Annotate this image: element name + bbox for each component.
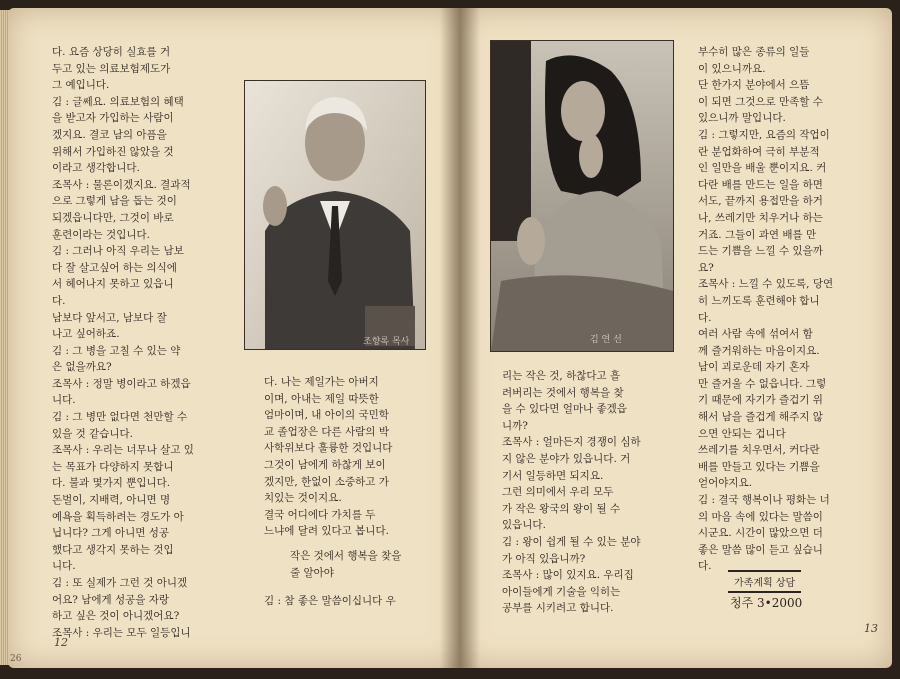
text-line: 느냐에 달려 있다고 봅니다. — [264, 525, 389, 538]
left-column-2-end-line: 김 : 참 좋은 말씀이십니다 우 — [264, 595, 396, 607]
text-line: 그 예입니다. — [52, 79, 110, 92]
text-line: 김 : 왕이 쉽게 될 수 있는 분야 — [502, 535, 641, 548]
text-line: 으로 그렇게 남을 돕는 것이 — [52, 195, 177, 208]
text-line: 어요? 남에게 성공을 자랑 — [52, 593, 170, 606]
text-line: 조목사 : 우리는 모두 일등입니 — [52, 626, 191, 639]
text-line: 다. 불과 몇가지 뿐입니다. — [52, 477, 171, 490]
text-line: 께 즐거워하는 마음이지요. — [698, 344, 820, 357]
text-line: 김 : 그렇지만, 요즘의 작업이 — [698, 128, 830, 141]
text-line: 김 : 글쎄요. 의료보험의 혜택 — [52, 95, 184, 108]
text-line: 엄마이며, 내 아이의 국민학 — [264, 409, 389, 422]
text-line: 사학위보다 훌륭한 것입니다 — [264, 442, 393, 455]
text-line: 줄 알아야 — [290, 567, 334, 579]
text-line: 다란 배를 만드는 일을 하면 — [698, 178, 823, 191]
text-line: 의 마음 속에 있다는 말씀이 — [698, 510, 823, 523]
text-line: 는 목표가 다양하지 못합니 — [52, 460, 174, 473]
text-line: 은 없을까요? — [52, 361, 112, 374]
text-line: 결국 어디에다 가치를 두 — [264, 508, 376, 521]
text-line: 다 잘 살고싶어 하는 의식에 — [52, 261, 177, 274]
text-line: 치있는 것이지요. — [264, 492, 342, 505]
text-line: 부수히 많은 종류의 일들 — [698, 46, 810, 58]
photo-pastor-caption: 조향록 목사 — [363, 337, 410, 347]
text-line: 작은 것에서 행복을 찾을 — [290, 550, 402, 562]
text-line: 조목사 : 우리는 너무나 살고 있 — [52, 444, 194, 457]
text-line: 거죠. 그들이 과연 배를 만 — [698, 228, 817, 241]
text-line: 가 작은 왕국의 왕이 될 수 — [502, 502, 621, 515]
left-column-2-end — [264, 593, 464, 610]
text-line: 김 : 그러나 아직 우리는 남보 — [52, 245, 184, 258]
text-line: 남이 괴로운데 자기 혼자 — [698, 361, 810, 374]
text-line: 조목사 : 많이 있지요. 우리집 — [502, 569, 634, 582]
text-line: 그것이 남에게 하찮게 보이 — [264, 458, 386, 471]
text-line: 있으니까 말입니다. — [698, 112, 786, 125]
text-line: 겠지만, 한없이 소중하고 가 — [264, 475, 389, 488]
text-line: 시군요. 시간이 많았으면 더 — [698, 527, 823, 540]
text-line: 이 있으니까요. — [698, 62, 766, 75]
photo-interviewer-caption: 김 연 선 — [590, 335, 622, 345]
text-line: 나, 쓰레기만 치우거나 하는 — [698, 211, 823, 224]
text-line: 배를 만들고 있다는 기쁨을 — [698, 460, 820, 473]
text-line: 이라고 생각합니다. — [52, 162, 140, 175]
book-gutter — [440, 8, 480, 668]
text-line: 만 즐거울 수 없읍니다. 그렇 — [698, 377, 827, 390]
text-line: 려버리는 것에서 행복을 찾 — [502, 386, 624, 399]
text-line: 다. — [698, 560, 712, 573]
text-line: 조목사 : 정말 병이라고 하겠읍 — [52, 377, 191, 390]
text-line: 여러 사람 속에 섞여서 함 — [698, 328, 813, 341]
text-line: 조목사 : 느낄 수 있도록, 당연 — [698, 278, 834, 291]
page-stamp: 26 — [10, 654, 22, 664]
text-line: 나고 싶어하죠. — [52, 328, 120, 341]
text-line: 쓰레기를 치우면서, 커다란 — [698, 444, 820, 457]
text-line: 예욕을 획득하려는 경도가 아 — [52, 510, 184, 523]
text-line: 조목사 : 물론이겠지요. 결과적 — [52, 178, 191, 191]
text-line: 남보다 앞서고, 남보다 잘 — [52, 311, 167, 324]
text-line: 돈벌이, 지배력, 아니면 명 — [52, 494, 171, 507]
text-line: 해서 남을 즐겁게 해주지 않 — [698, 411, 823, 424]
text-line: 겠지요. 결코 남의 아픔을 — [52, 128, 167, 141]
text-line: 리는 작은 것, 하찮다고 흘 — [502, 370, 621, 382]
text-line: 인 일만을 배울 뿐이지요. 커 — [698, 162, 827, 175]
text-line: 서도, 끝까지 용접만을 하거 — [698, 195, 823, 208]
photo-interviewer-image — [491, 41, 673, 351]
text-line: 하고 싶은 것이 아니겠어요? — [52, 610, 180, 623]
pull-quote — [290, 548, 460, 582]
text-line: 두고 있는 의료보험제도가 — [52, 62, 171, 75]
text-line: 니다. — [52, 560, 76, 573]
text-line: 조목사 : 얼마든지 경쟁이 심하 — [502, 436, 641, 449]
text-line: 다. — [52, 294, 66, 307]
text-line: 니까? — [502, 419, 528, 432]
right-page — [460, 8, 892, 668]
left-page — [8, 8, 460, 668]
text-line: 다. — [698, 311, 712, 324]
text-line: 아이들에게 기술을 익히는 — [502, 585, 621, 598]
text-line: 서 헤어나지 못하고 있읍니 — [52, 278, 174, 291]
text-line: 있읍니다. — [502, 519, 546, 532]
left-column-1 — [52, 44, 252, 641]
text-line: 했다고 생각지 못하는 것입 — [52, 543, 174, 556]
text-line: 김 : 또 실제가 그런 것 아니겠 — [52, 577, 188, 589]
text-line: 기 때문에 자기가 즐겁기 위 — [698, 394, 823, 407]
text-line: 김 : 그 병을 고칠 수 있는 약 — [52, 344, 181, 357]
ad-phone: 청주 3•2000 — [730, 596, 803, 610]
ad-title: 가족계획 상담 — [728, 570, 801, 593]
left-column-2 — [264, 374, 464, 540]
text-line: 훈련이라는 것입니다. — [52, 228, 150, 241]
text-line: 교 졸업장은 다른 사람의 박 — [264, 425, 389, 438]
page-number-left: 12 — [54, 636, 68, 649]
text-line: 히 느끼도록 훈련해야 합니 — [698, 294, 820, 307]
text-line: 이며, 아내는 제일 따뜻한 — [264, 392, 379, 405]
text-line: 김 : 결국 행복이나 평화는 너 — [698, 494, 830, 507]
text-line: 드는 기쁨을 느낄 수 있을까 — [698, 245, 823, 258]
text-line: 다. 나는 제일가는 아버지 — [264, 376, 379, 388]
text-line: 니다. — [52, 394, 76, 407]
text-line: 기서 일등하면 되지요. — [502, 469, 604, 482]
text-line: 있을 것 같습니다. — [52, 427, 134, 440]
photo-pastor — [244, 80, 426, 350]
text-line: 란 분업화하여 극히 부분적 — [698, 145, 820, 158]
text-line: 공부를 시키려고 합니다. — [502, 602, 614, 615]
text-line: 다. 요즘 상당히 실효를 거 — [52, 46, 171, 58]
text-line: 지 않은 분야가 있읍니다. 거 — [502, 452, 631, 465]
text-line: 그런 의미에서 우리 모두 — [502, 486, 614, 499]
right-column-2 — [698, 44, 888, 575]
text-line: 김 : 그 병만 없다면 천만할 수 — [52, 411, 188, 424]
text-line: 을 수 있다면 얼마나 좋겠읍 — [502, 403, 627, 416]
text-line: 위해서 가입하진 않았을 것 — [52, 145, 174, 158]
text-line: 되겠읍니다만, 그것이 바로 — [52, 211, 174, 224]
text-line: 가 아직 있읍니까? — [502, 552, 586, 565]
text-line: 닙니다? 그게 아니면 성공 — [52, 527, 170, 540]
photo-pastor-image — [245, 81, 425, 349]
page-number-right: 13 — [864, 622, 878, 635]
right-column-1 — [502, 368, 702, 617]
text-line: 얻어야지요. — [698, 477, 753, 490]
text-line: 으면 안되는 겁니다 — [698, 427, 786, 440]
text-line: 좋은 말씀 많이 듣고 싶습니 — [698, 543, 823, 556]
text-line: 이 되면 그것으로 만족할 수 — [698, 95, 823, 108]
photo-interviewer — [490, 40, 674, 352]
text-line: 요? — [698, 261, 714, 274]
text-line: 단 한가지 분야에서 으뜸 — [698, 79, 810, 92]
text-line: 을 받고자 가입하는 사람이 — [52, 112, 174, 125]
